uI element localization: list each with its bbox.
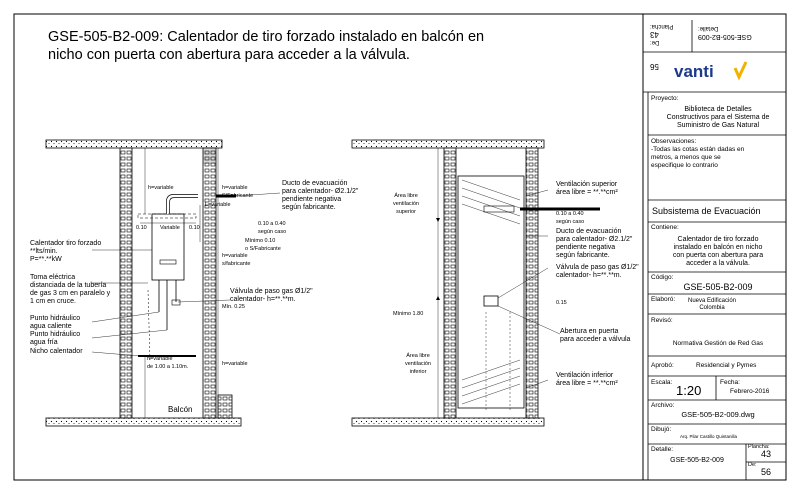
label-dims-right: 0.10 a 0.40 según caso: [556, 211, 585, 225]
rot-detalle-block: [698, 24, 782, 40]
wall-right: [203, 148, 216, 418]
label-variable: Variable: [160, 225, 180, 231]
plancha-label: Plancha:: [748, 444, 770, 450]
label-h-variable-sf: h=variable S/Fabricante: [222, 185, 254, 199]
label-h-var-sf2: h=variable s/fabricante: [222, 253, 251, 267]
reviso-value: Normativa Gestión de Red Gas: [672, 340, 764, 347]
contiene-label: Contiene:: [651, 224, 679, 231]
escala-label: Escala:: [651, 379, 673, 386]
detalle-label: Detalle:: [651, 446, 674, 453]
label-minimo-left: Mínimo 0.10 o S/Fabricante: [245, 238, 281, 252]
codigo-label: Código:: [651, 274, 674, 281]
dibujo-value: Arq. Pilar Castillo Quintanilla: [680, 434, 738, 439]
bottom-slab-right: [352, 418, 544, 426]
label-toma: Toma eléctrica distanciada de la tubería de gas 3 cm en paralelo y 1 cm en cruce.: [30, 274, 111, 305]
label-ducto-left: Ducto de evacuación para calentador- Ø2.1/2" pendiente negativa según fabricante.: [282, 180, 359, 211]
contiene-value: Calentador de tiro forzado instalado en balcón en nicho con puerta con abertura para acceder a la válvula.: [672, 236, 764, 267]
label-vent-sup: Ventilación superior área libre = **.**cm²: [556, 181, 618, 196]
escala-value: 1:20: [676, 383, 702, 398]
observaciones-value: -Todas las cotas están dadas en metros, a menos que se especifique lo contrario: [651, 146, 745, 169]
rot-detalle-label: Detalle:: [698, 25, 719, 31]
elaboro-value: Nueva Edificación Colombia: [687, 298, 737, 311]
proyecto-label: Proyecto:: [651, 95, 679, 102]
label-valvula-right: Válvula de paso gas Ø1/2" calentador- h=**.**m.: [556, 264, 639, 279]
de-label: De:: [748, 462, 757, 468]
observaciones-label: Observaciones:: [651, 138, 697, 145]
label-h-var-nicho: h=variable de 1.00 a 1.10m.: [147, 356, 189, 370]
label-vent-inf: Ventilación inferior área libre = **.**cm²: [556, 372, 618, 387]
label-calentador: Calentador tiro forzado **lts/min. P=**.**kW: [30, 240, 102, 263]
elaboro-label: Elaboró:: [651, 296, 676, 303]
label-dim-010-a: 0.10: [136, 225, 147, 231]
rot-detalle-value: GSE-505-B2-009: [698, 33, 752, 40]
top-slab-left: [46, 140, 222, 148]
proyecto-value: Biblioteca de Detalles Constructivos para el Sistema de Suministro de Gas Natural: [666, 106, 770, 129]
archivo-value: GSE-505-B2-009.dwg: [681, 410, 755, 419]
bottom-slab-left: [46, 418, 241, 426]
label-ducto-right: Ducto de evacuación para calentador- Ø2.1/2" pendiente negativa según fabricante.: [556, 228, 633, 259]
subsistema: Subsistema de Evacuación: [652, 206, 761, 216]
archivo-label: Archivo:: [651, 402, 675, 409]
sheet-title: GSE-505-B2-009: Calentador de tiro forzado instalado en balcón en nicho con puerta con abertura para acceder a la válvula.: [48, 29, 485, 63]
label-minimo-right: Mínimo 1.80: [393, 311, 424, 317]
label-h-variable: h=variable: [148, 185, 174, 191]
label-valvula-left: Válvula de paso gas Ø1/2" calentador- h=**.**m.: [230, 288, 313, 303]
codigo-value: GSE-505-B2-009: [683, 282, 753, 292]
wall-right-b: [526, 148, 538, 418]
label-balcon: Balcón: [168, 405, 193, 414]
vanti-logo: vanti: [674, 62, 714, 81]
label-ducto-dims-left: 0.10 a 0.40 según caso: [258, 221, 287, 235]
dibujo-label: Dibujó:: [651, 426, 672, 433]
vanti-check-icon: [735, 62, 746, 77]
label-l-variable: L=variable: [205, 202, 231, 208]
label-punto-fria: Punto hidráulico agua fría: [30, 331, 81, 346]
de-value: 56: [760, 467, 771, 477]
aprobo-value: Residencial y Pymes: [696, 362, 757, 369]
rot-de-value: 56: [650, 62, 659, 71]
label-dim015: 0.15: [556, 300, 567, 306]
label-punto-caliente: Punto hidráulico agua caliente: [30, 315, 81, 330]
aprobo-label: Aprobó:: [651, 362, 674, 369]
label-nicho: Nicho calentador: [30, 348, 83, 355]
fecha-value: Febrero-2016: [730, 388, 770, 395]
detalle-value: GSE-505-B2-009: [670, 457, 724, 464]
rot-plancha-label: Plancha:: [650, 23, 674, 29]
label-area-superior: Área libre ventilación superior: [393, 193, 419, 215]
label-h-var-right: h=variable: [222, 361, 248, 367]
label-area-inferior: Área libre ventilación inferior: [405, 353, 431, 375]
top-slab-right: [352, 140, 544, 148]
label-abertura: Abertura en puerta para acceder a válvula: [560, 328, 631, 343]
rot-de-label: De:: [650, 39, 660, 45]
reviso-label: Revisó:: [651, 317, 673, 324]
label-min025: Mín. 0.25: [222, 304, 245, 310]
rot-plancha-block-b: [650, 22, 690, 38]
label-dim-010-b: 0.10: [189, 225, 200, 231]
rot-plancha-value: 43: [650, 30, 659, 39]
fecha-label: Fecha:: [720, 379, 740, 386]
plancha-value: 43: [760, 449, 771, 459]
wall-right-a: [444, 148, 456, 418]
